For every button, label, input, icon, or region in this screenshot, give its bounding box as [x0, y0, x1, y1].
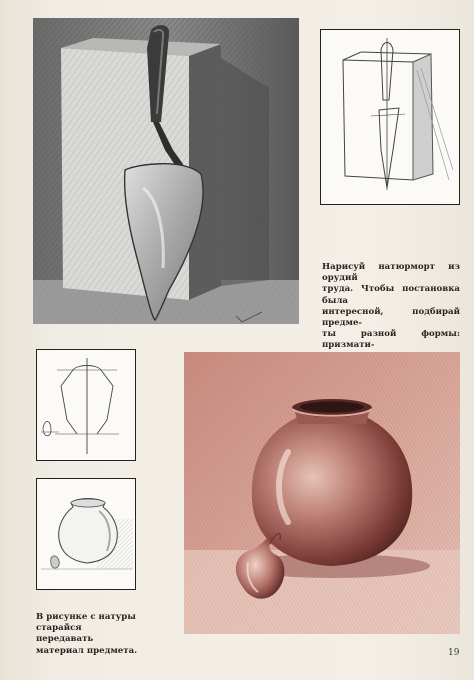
- pot-shaded-sketch: [36, 478, 136, 590]
- pencil-mark: [234, 308, 264, 324]
- caption-line: труда. Чтобы постановка была: [322, 284, 460, 306]
- caption-line: ты разной формы: призмати-: [322, 329, 460, 351]
- caption-line: интересной, подбирай предме-: [322, 306, 460, 329]
- caption-line: В рисунке с натуры: [36, 612, 136, 622]
- clay-pot-sanguine-drawing: [184, 352, 460, 634]
- caption-line: материал предмета.: [36, 645, 138, 656]
- trowel-brick-drawing: [33, 18, 299, 324]
- page-number: 19: [448, 648, 460, 658]
- caption-line: Нарисуй натюрморт из орудий: [322, 262, 460, 284]
- caption-line: старайся передавать: [36, 623, 94, 645]
- trowel-construction-sketch: [320, 29, 460, 205]
- pot-construction-sketch: [36, 349, 136, 461]
- material-caption: [36, 612, 140, 657]
